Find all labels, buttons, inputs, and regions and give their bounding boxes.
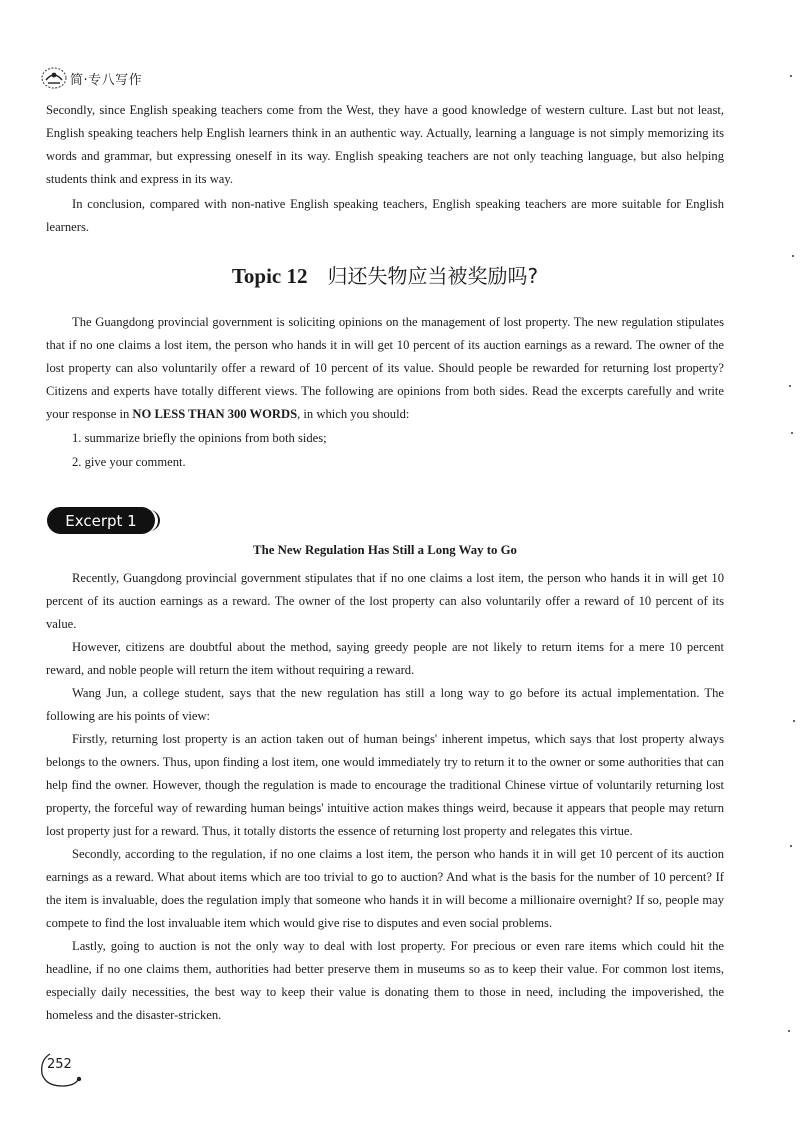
topic-title-zh: 归还失物应当被奖励吗? (327, 264, 539, 288)
prompt-paragraph (46, 311, 724, 426)
topic-number: Topic 12 (231, 264, 308, 288)
excerpt-paragraph: Secondly, according to the regulation, if no one claims a lost item, the person who hands it in will get 10 percent of its auction earnings as a reward. What about items which are too trivial to go to auction? And what is the basis for the number of 10 percent? If the item is invaluable, does the regulation imply that someone who hands it in will become a millionaire overnight? If so, people may compete to find the lost invaluable item which would give rise to disputes and even social problems. (46, 847, 724, 930)
prompt-text-end: , in which you should: (297, 407, 410, 421)
excerpt-body (46, 567, 724, 1027)
excerpt-paragraph: Recently, Guangdong provincial government stipulates that if no one claims a lost item, the person who hands it in will get 10 percent of its auction earnings as a reward. The owner of the lost property can also voluntarily offer a reward of 10 percent of its value. (46, 571, 724, 631)
topic-heading (0, 260, 770, 289)
excerpt-badge: Excerpt 1 (47, 507, 155, 534)
excerpt-paragraph: Wang Jun, a college student, says that the new regulation has still a long way to go before its actual implementation. The following are his points of view: (46, 686, 724, 723)
excerpt-title: The New Regulation Has Still a Long Way to Go (253, 543, 517, 557)
word-requirement: NO LESS THAN 300 WORDS (132, 407, 298, 421)
intro-section (46, 99, 724, 239)
running-header (40, 64, 142, 92)
excerpt-paragraph: However, citizens are doubtful about the method, saying greedy people are not likely to return items for a mere 10 percent reward, and noble people will return the item without requiring a reward. (46, 640, 724, 677)
excerpt-paragraph: Firstly, returning lost property is an action taken out of human beings' inherent impetus, which says that lost property always belongs to the owners. Thus, upon finding a lost item, one would immediately try to return it to the owner or some authorities that can help find the owner. However, though the regulation is made to encourage the traditional Chinese virtue of voluntarily returning lost property, the forceful way of rewarding human beings' intuitive action makes things weird, because it appears that people may return lost property just for a reward. Thus, it totally distorts the essence of returning lost property and relegates this virtue. (46, 732, 724, 838)
prompt-text: The Guangdong provincial government is soliciting opinions on the management of lost property. The new regulation stipulates that if no one claims a lost item, the person who hands it in will get 10 percent of its auction earnings as a reward. The owner of the lost property can also voluntarily offer a reward of 10 percent of its value. Should people be rewarded for returning lost property? Citizens and experts have totally different views. The following are opinions from both sides. Read the excerpts carefully and write your response in (46, 315, 724, 421)
prompt-list-item: 1. summarize briefly the opinions from both sides; (72, 431, 327, 445)
excerpt-paragraph: Lastly, going to auction is not the only way to deal with lost property. For precious or even rare items which could hit the headline, if no one claims them, authorities had better preserve them in museums so as to keep their value. For common lost items, especially daily necessities, the best way to keep their value is donating them to those in need, including the impoverished, the homeless and the disaster-stricken. (46, 939, 724, 1022)
page-number: 252 (47, 1057, 72, 1072)
intro-paragraph: Secondly, since English speaking teachers come from the West, they have a good knowledge of western culture. Last but not least, English speaking teachers help English learners think in an authentic way. Actually, learning a language is not simply memorizing its words and grammar, but expressing oneself in its way. English speaking teachers are not only teaching language, but also helping students think and express in its way. (46, 103, 724, 186)
book-logo-icon (40, 65, 68, 91)
running-title: 简·专八写作 (70, 72, 143, 88)
prompt-section (46, 311, 724, 474)
prompt-list-item: 2. give your comment. (72, 455, 186, 469)
intro-paragraph: In conclusion, compared with non-native English speaking teachers, English speaking teachers are more suitable for English learners. (46, 197, 724, 234)
